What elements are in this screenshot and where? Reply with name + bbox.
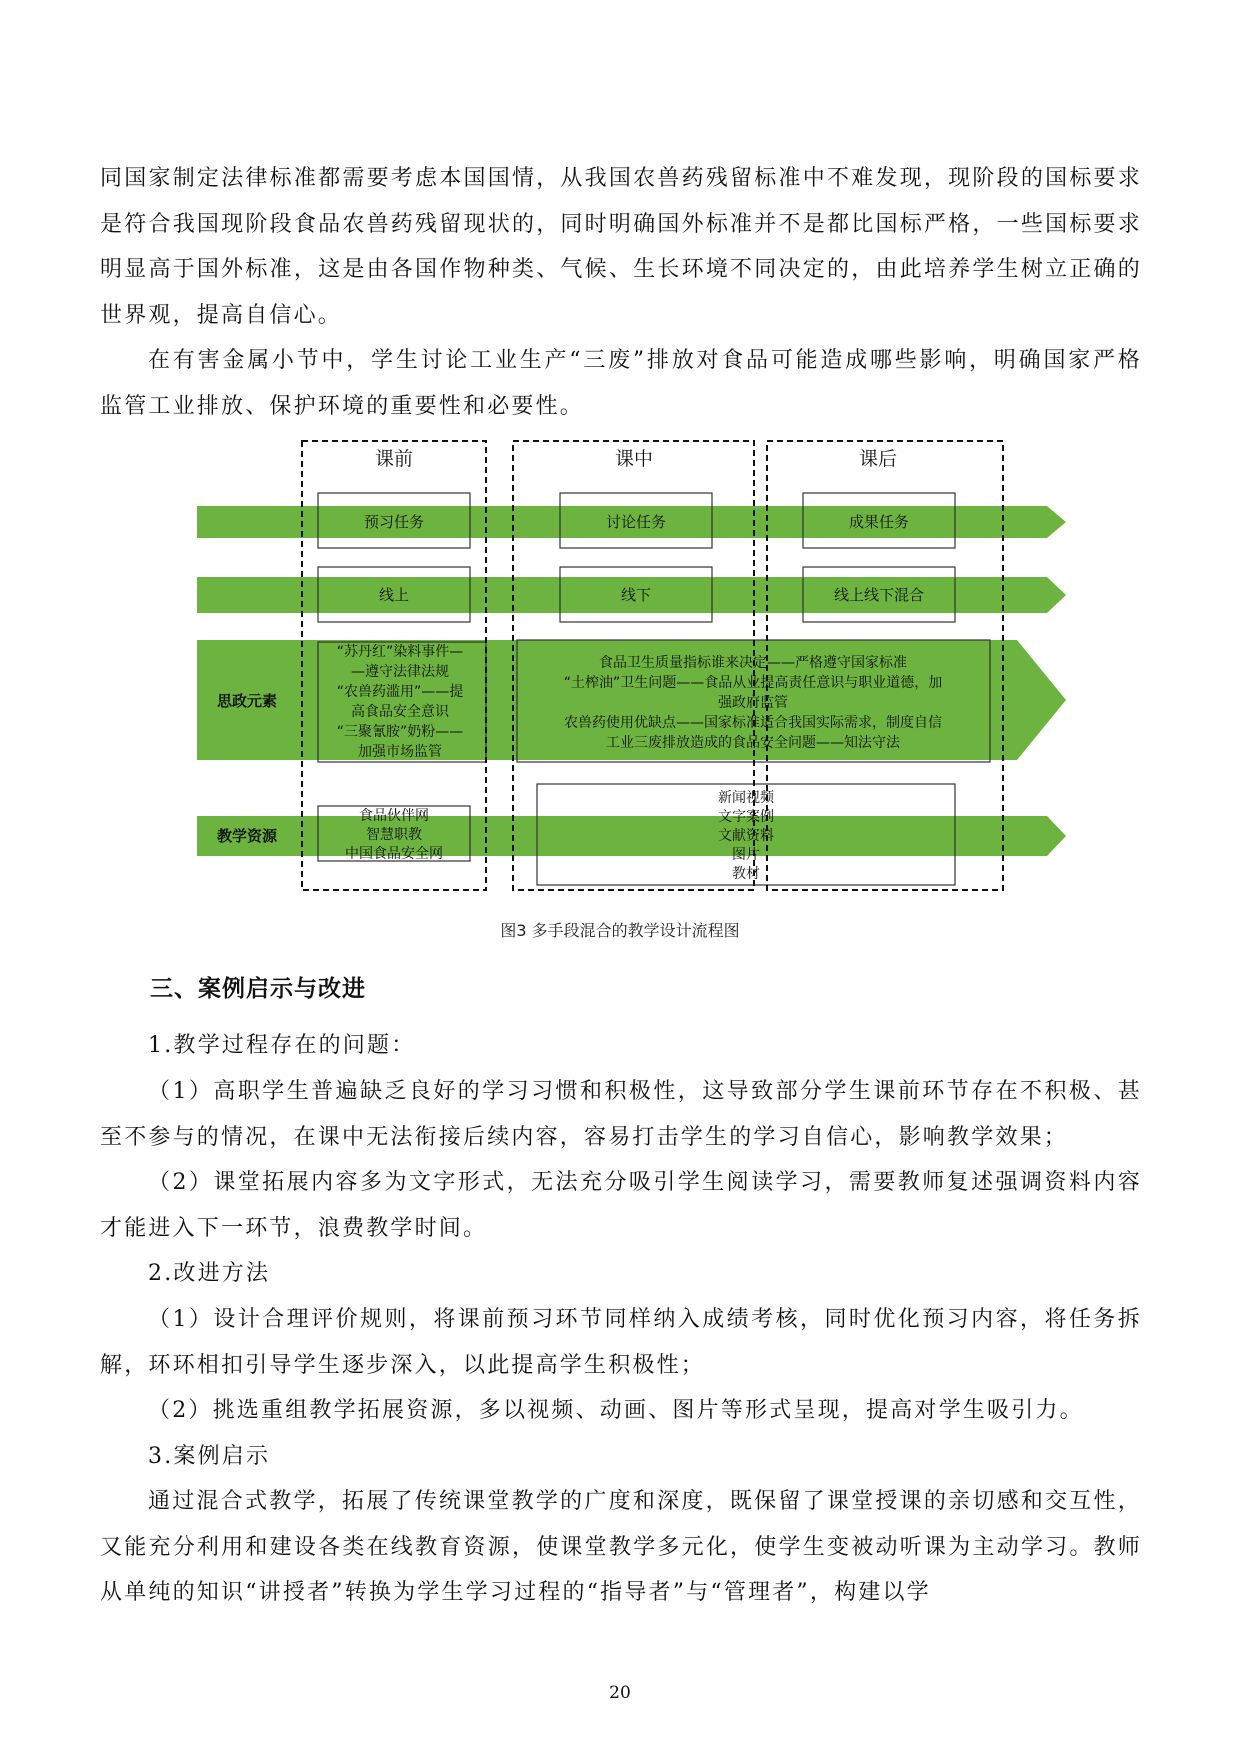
paragraph-problem-2: （2）课堂拓展内容多为文字形式，无法充分吸引学生阅读学习，需要教师复述强调资料内容才能进入下一环节，浪费教学时间。	[100, 1170, 1142, 1241]
ideology-pre-line: “苏丹红”染料事件—	[336, 644, 464, 660]
ideology-mid-line: 工业三废排放造成的食品安全问题——知法守法	[606, 735, 900, 751]
ideology-mid-line: 农兽药使用优缺点——国家标准适合我国实际需求，制度自信	[564, 715, 942, 731]
resources-mid-line: 图片	[732, 847, 760, 863]
resources-pre-line: 中国食品安全网	[345, 846, 443, 862]
resources-pre-line: 智慧职教	[366, 827, 422, 843]
mid-mode-label: 线下	[620, 586, 652, 604]
section-heading: 三、案例启示与改进	[150, 976, 366, 1002]
subheading-improvements: 2.改进方法	[148, 1261, 271, 1286]
ideology-row-label: 思政元素	[216, 692, 278, 710]
resources-mid-line: 新闻视频	[718, 790, 774, 806]
subheading-insights: 3.案例启示	[148, 1444, 271, 1469]
ideology-mid-line: “土榨油”卫生问题——食品从业提高责任意识与职业道德，加	[563, 675, 943, 691]
resources-mid-line: 文字案例	[718, 809, 774, 825]
stage-pre-label: 课前	[374, 448, 414, 470]
ideology-pre-line: 加强市场监管	[358, 744, 442, 760]
ideology-pre-line: 高食品安全意识	[351, 704, 449, 720]
mid-task-label: 讨论任务	[605, 513, 667, 531]
ideology-pre-line: “农兽药滥用”——提	[336, 684, 464, 700]
ideology-mid-line: 食品卫生质量指标谁来决定——严格遵守国家标准	[599, 655, 907, 671]
paragraph-heavy-metals: 在有害金属小节中，学生讨论工业生产“三废”排放对食品可能造成哪些影响，明确国家严格监管工业排放、保护环境的重要性和必要性。	[100, 348, 1142, 419]
page-number: 20	[609, 1683, 631, 1703]
figure-caption: 图3 多手段混合的教学设计流程图	[500, 921, 740, 940]
ideology-pre-line: “三聚氰胺”奶粉——	[336, 724, 464, 740]
arrow-band-resources	[197, 816, 1066, 856]
paragraph-improvement-1: （1）设计合理评价规则，将课前预习环节同样纳入成绩考核，同时优化预习内容，将任务拆解，环环相扣引导学生逐步深入，以此提高学生积极性；	[100, 1307, 1142, 1378]
paragraph-improvement-2: （2）挑选重组教学拓展资源，多以视频、动画、图片等形式呈现，提高对学生吸引力。	[148, 1398, 1084, 1423]
paragraph-continued: 同国家制定法律标准都需要考虑本国国情，从我国农兽药残留标准中不难发现，现阶段的国标要求是符合我国现阶段食品农兽药残留现状的，同时明确国外标准并不是都比国标严格，一些国标要求明显高于国外标准，这是由各国作物种类、气候、生长环境不同决定的，由此培养学生树立正确的世界观，提高自信心。	[100, 166, 1142, 328]
stage-mid-label: 课中	[614, 448, 654, 470]
post-task-label: 成果任务	[848, 513, 910, 531]
pre-task-label: 预习任务	[363, 513, 425, 531]
paragraph-problem-1: （1）高职学生普遍缺乏良好的学习习惯和积极性，这导致部分学生课前环节存在不积极、甚至不参与的情况，在课中无法衔接后续内容，容易打击学生的学习自信心，影响教学效果；	[100, 1079, 1142, 1150]
stage-post-label: 课后	[858, 448, 898, 470]
resources-pre-line: 食品伙伴网	[359, 808, 429, 824]
pre-mode-label: 线上	[378, 586, 410, 604]
paragraph-insights: 通过混合式教学，拓展了传统课堂教学的广度和深度，既保留了课堂授课的亲切感和交互性，又能充分利用和建设各类在线教育资源，使课堂教学多元化，使学生变被动听课为主动学习。教师从单纯的知识“讲授者”转换为学生学习过程的“指导者”与“管理者”，构建以学	[100, 1489, 1142, 1605]
resources-row-label: 教学资源	[216, 827, 278, 845]
resources-mid-line: 教材	[732, 866, 760, 882]
ideology-mid-line: 强政府监管	[718, 695, 788, 711]
subheading-problems: 1.教学过程存在的问题：	[148, 1033, 416, 1058]
post-mode-label: 线上线下混合	[833, 586, 925, 604]
resources-mid-line: 文献资料	[718, 828, 774, 844]
ideology-pre-line: —遵守法律法规	[351, 664, 449, 680]
